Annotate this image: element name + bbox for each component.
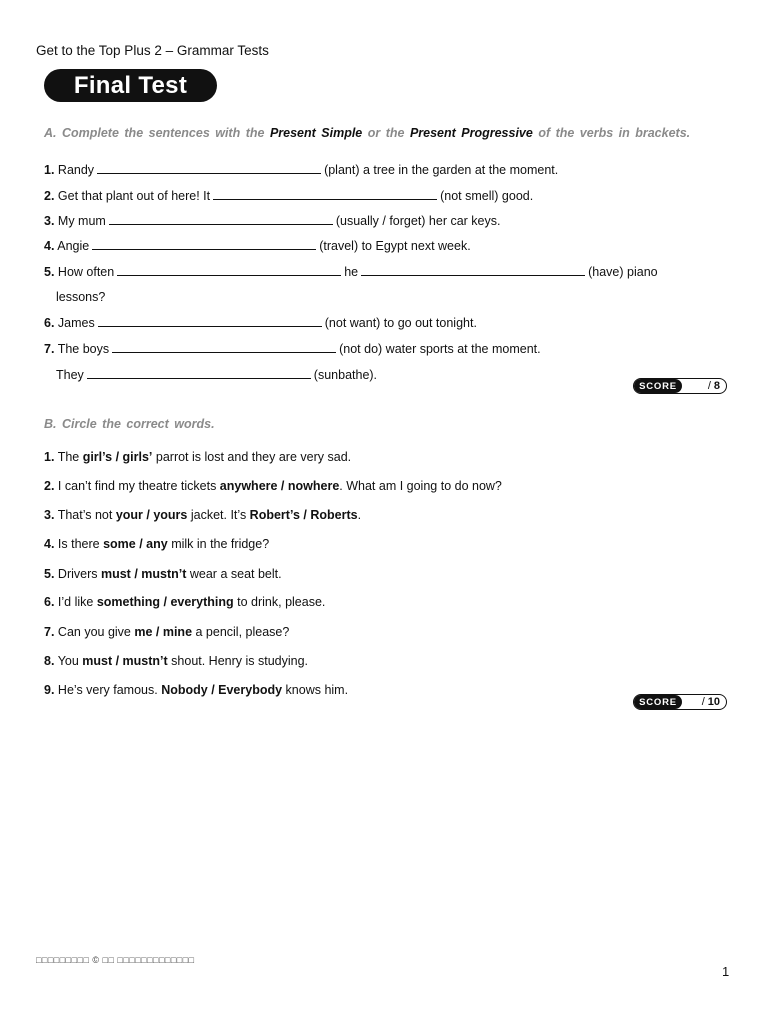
answer-blank[interactable] (87, 366, 311, 379)
question-a7-continued: They (sunbathe). (56, 368, 378, 382)
answer-blank[interactable] (109, 212, 333, 225)
word-choice[interactable]: some / any (103, 537, 168, 551)
score-total: 10 (707, 696, 720, 708)
question-a5-continued: lessons? (56, 290, 106, 304)
word-choice[interactable]: must / mustn’t (82, 654, 168, 668)
question-a3: 3. My mum (usually / forget) her car keys. (44, 214, 501, 228)
question-a6: 6. James (not want) to go out tonight. (44, 316, 477, 330)
page-number: 1 (722, 964, 730, 979)
score-label: SCORE (634, 379, 682, 393)
word-choice[interactable]: girl’s / girls’ (82, 450, 153, 464)
word-choice[interactable]: me / mine (134, 625, 193, 639)
question-b7: 7. Can you give me / mine a pencil, please? (44, 625, 290, 639)
score-label: SCORE (634, 695, 682, 709)
question-b5: 5. Drivers must / mustn’t wear a seat belt. (44, 567, 282, 581)
question-a1: 1. Randy (plant) a tree in the garden at the moment. (44, 163, 559, 177)
test-title: Final Test (44, 69, 217, 102)
answer-blank[interactable] (112, 340, 336, 353)
section-a-instruction: A. Complete the sentences with the Present Simple or the Present Progressive of the verbs in brackets. (44, 126, 691, 140)
score-total: 8 (713, 380, 720, 392)
score-box-b: SCORE / 10 (633, 694, 727, 710)
answer-blank[interactable] (361, 263, 585, 276)
question-b9: 9. He’s very famous. Nobody / Everybody knows him. (44, 683, 349, 697)
question-b8: 8. You must / mustn’t shout. Henry is studying. (44, 654, 309, 668)
question-a5: 5. How often he (have) piano (44, 265, 658, 279)
question-b3: 3. That’s not your / yours jacket. It’s Robert’s / Roberts. (44, 508, 362, 522)
answer-blank[interactable] (213, 187, 437, 200)
question-b1: 1. The girl’s / girls’ parrot is lost and they are very sad. (44, 450, 352, 464)
word-choice[interactable]: anywhere / nowhere (219, 479, 340, 493)
question-b2: 2. I can’t find my theatre tickets anywhere / nowhere. What am I going to do now? (44, 479, 502, 493)
question-a4: 4. Angie (travel) to Egypt next week. (44, 239, 471, 253)
book-title: Get to the Top Plus 2 – Grammar Tests (36, 43, 269, 58)
word-choice[interactable]: Robert’s / Roberts (249, 508, 358, 522)
section-b-instruction: B. Circle the correct words. (44, 417, 215, 431)
question-b6: 6. I’d like something / everything to drink, please. (44, 595, 326, 609)
score-box-a: SCORE / 8 (633, 378, 727, 394)
word-choice[interactable]: Nobody / Everybody (161, 683, 283, 697)
word-choice[interactable]: your / yours (115, 508, 188, 522)
answer-blank[interactable] (98, 314, 322, 327)
word-choice[interactable]: must / mustn’t (100, 567, 187, 581)
answer-blank[interactable] (92, 237, 316, 250)
word-choice[interactable]: something / everything (96, 595, 234, 609)
copyright-notice: □□□□□□□□□ © □□ □□□□□□□□□□□□□ (36, 955, 195, 965)
question-b4: 4. Is there some / any milk in the fridge? (44, 537, 270, 551)
question-a2: 2. Get that plant out of here! It (not smell) good. (44, 189, 534, 203)
answer-blank[interactable] (97, 161, 321, 174)
answer-blank[interactable] (117, 263, 341, 276)
question-a7: 7. The boys (not do) water sports at the moment. (44, 342, 541, 356)
